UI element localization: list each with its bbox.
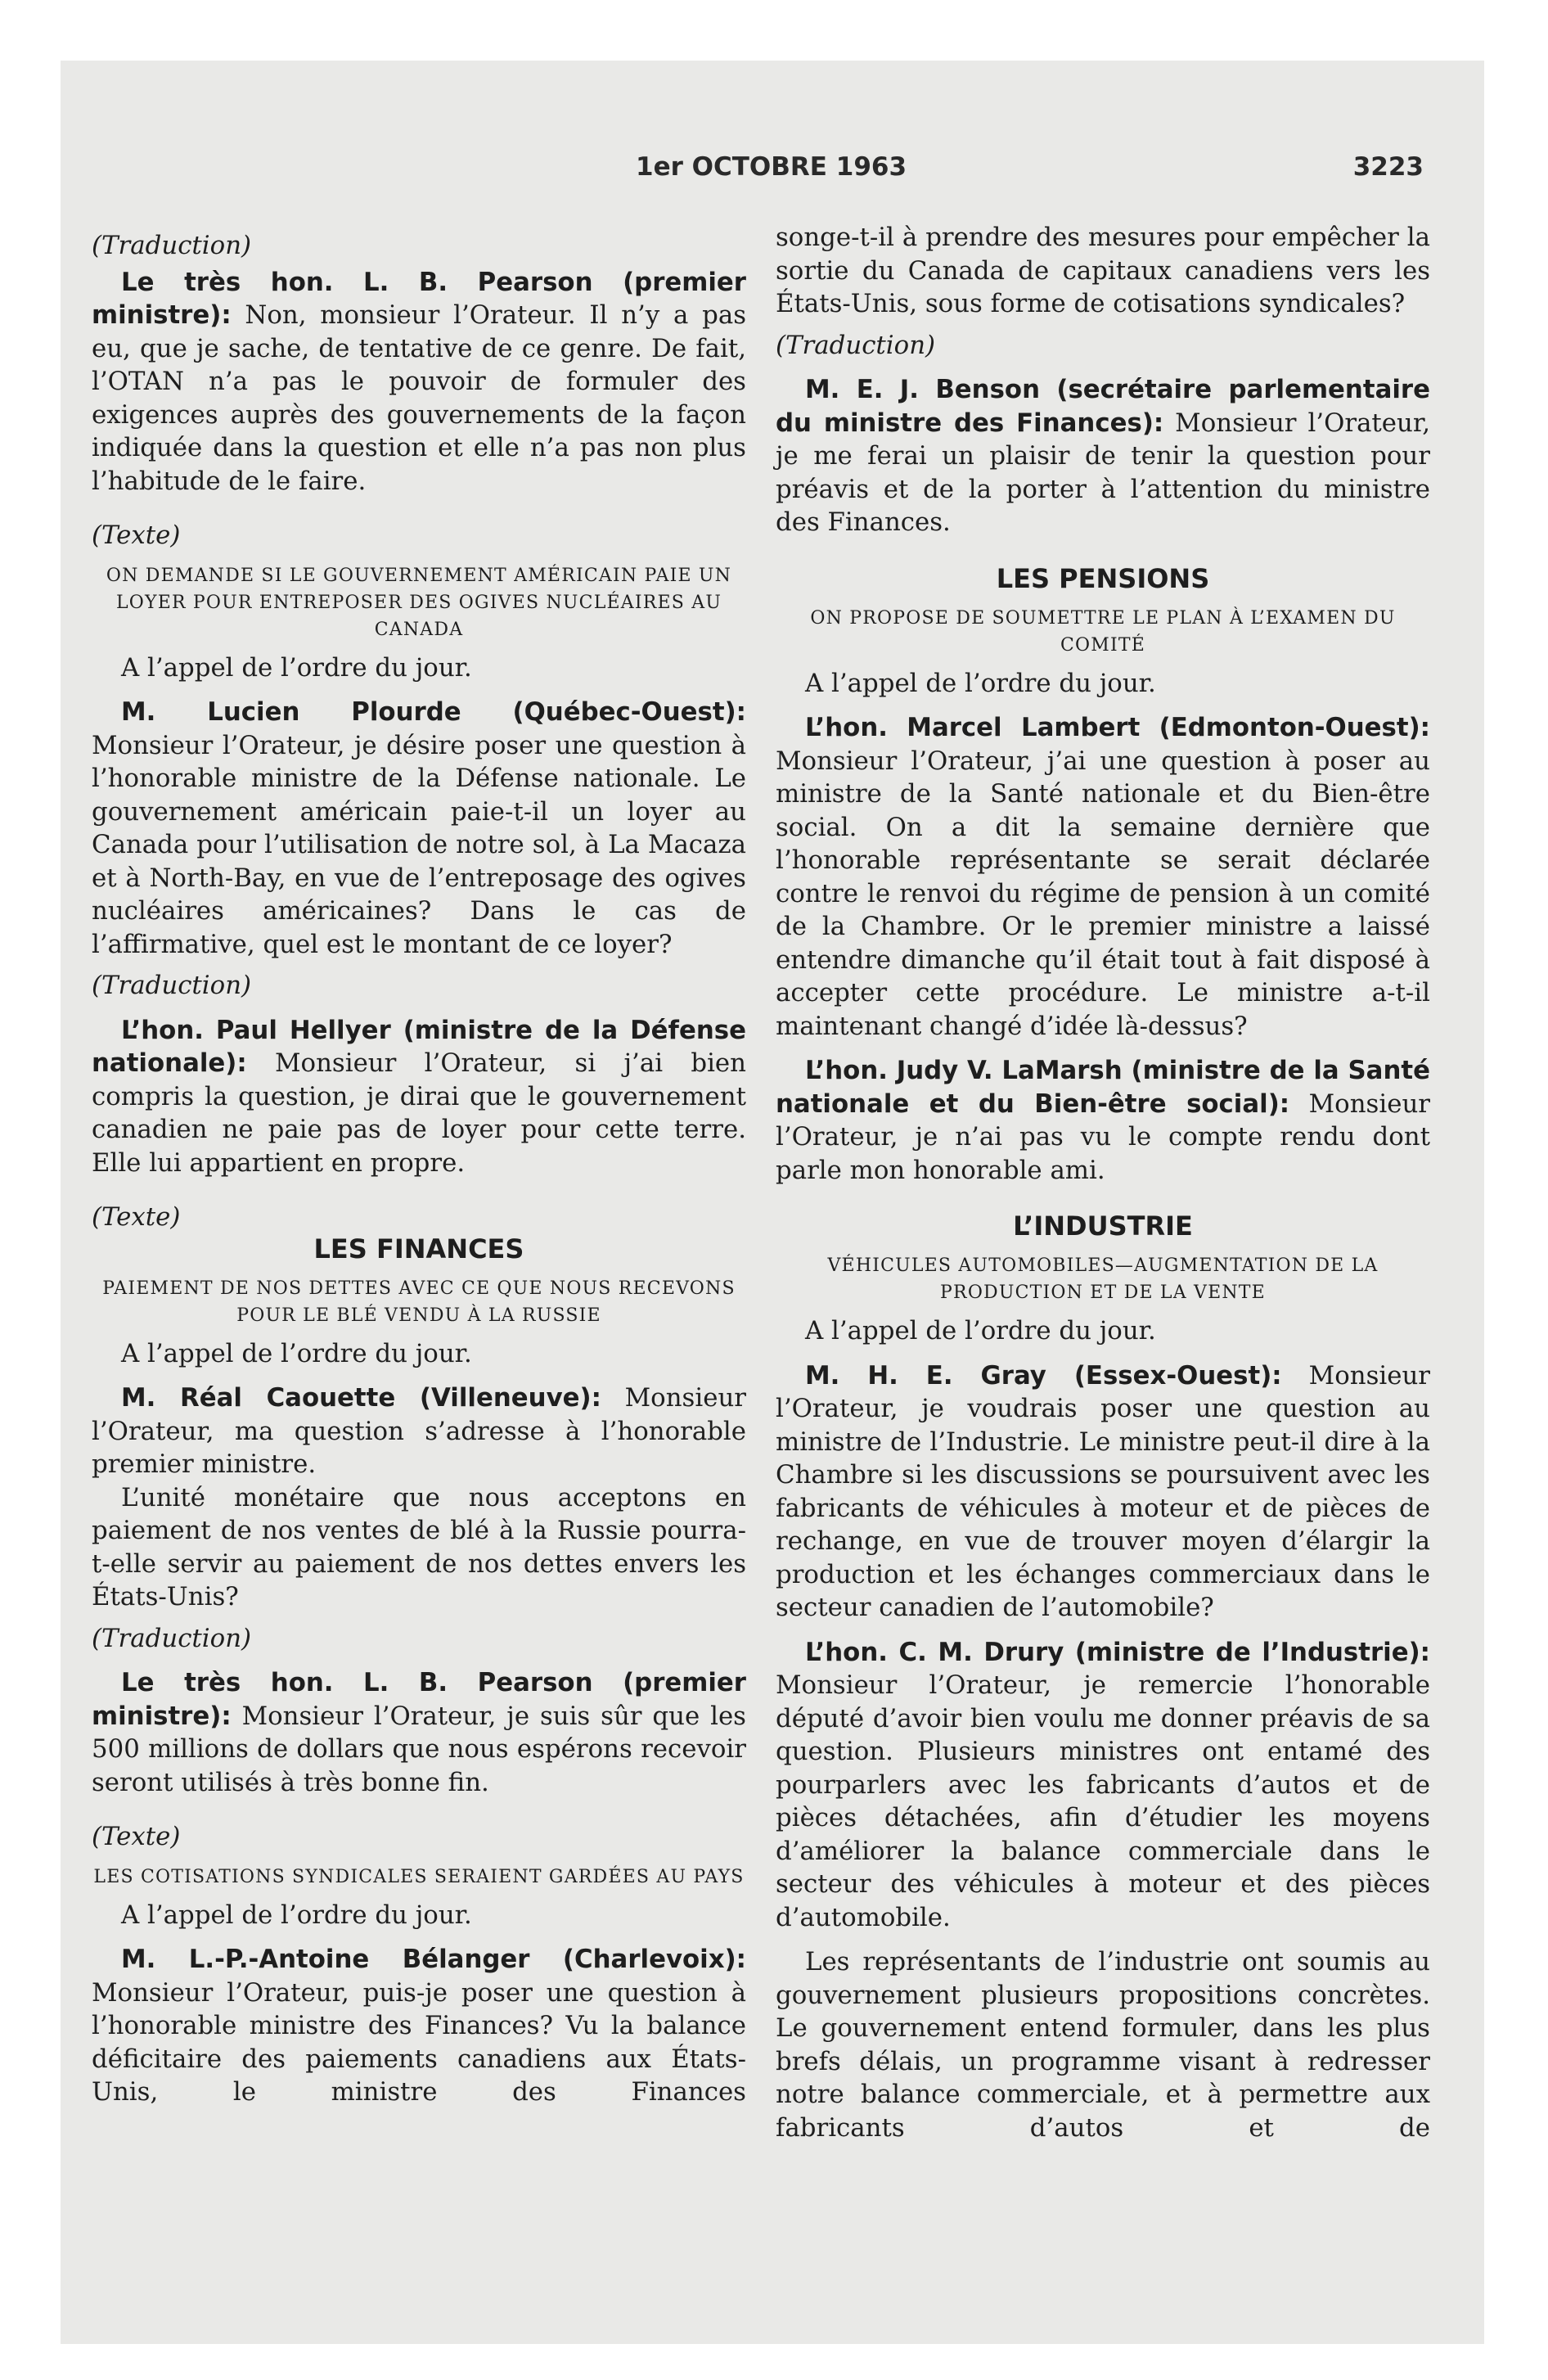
speech-text: Monsieur l’Orateur, je voudrais poser une question au ministre de l’Industrie. Le ministre peut-il dire à la Chambre si les discussions se poursuivent avec les fabricants de véhicules à moteur et de pièces de rechange, en vue de trouver moyen d’élargir la production et les échanges commerciaux dans le secteur canadien de l’automobile?	[776, 1360, 1431, 1622]
speech-paragraph	[92, 696, 746, 961]
section-heading: L’INDUSTRIE	[1013, 1210, 1193, 1242]
speech-paragraph	[92, 1666, 746, 1799]
speaker-name: M. E. J. Benson (secrétaire parlementaire du ministre des Finances):	[776, 375, 1430, 438]
speech-text: Monsieur l’Orateur, je me ferai un plaisir de tenir la question pour préavis et de la porter à l’attention du ministre des Finances.	[776, 408, 1430, 537]
speech-text: Monsieur l’Orateur, si j’ai bien compris la question, je dirai que le gouvernement canadien ne paie pas de loyer pour cette terre. Elle lui appartient en propre.	[92, 1048, 746, 1178]
speech-paragraph	[92, 266, 746, 498]
speaker-name: M. Réal Caouette (Villeneuve):	[121, 1383, 601, 1413]
section-heading: LES PENSIONS	[996, 562, 1210, 594]
page-number: 3223	[1352, 152, 1424, 182]
order-of-day: A l’appel de l’ordre du jour.	[121, 1900, 472, 1930]
speaker-name: Le très hon. L. B. Pearson (premier ministre):	[92, 267, 746, 330]
speech-text: Monsieur l’Orateur, je désire poser une question à l’honorable ministre de la Défense nationale. Le gouvernement américain paie-t-il un loyer au Canada pour l’utilisation de notre sol, à La Macaza et à North-Bay, en vue de l’entreposage des ogives nucléaires américaines? Dans le cas de l’affirmative, quel est le montant de ce loyer?	[92, 730, 746, 959]
speech-paragraph	[776, 1054, 1430, 1187]
speech-text: Non, monsieur l’Orateur. Il n’y a pas eu, que je sache, de tentative de ce genre. De fait, l’OTAN n’a pas le pouvoir de formuler des exigences auprès des gouvernements de la façon indiquée dans la question et elle n’a pas non plus l’habitude de le faire.	[92, 300, 746, 496]
speech-paragraph	[776, 1636, 1430, 1935]
speech-paragraph: L’unité monétaire que nous acceptons en paiement de nos ventes de blé à la Russie pourra-t-elle servir au paiement de nos dettes envers les États-Unis?	[92, 1482, 746, 1611]
speech-paragraph: Les représentants de l’industrie ont soumis au gouvernement plusieurs propositions concrètes. Le gouvernement entend formuler, dans les plus brefs délais, un programme visant à redresser notre balance commerciale, et à permettre aux fabricants d’autos et de	[776, 1947, 1430, 2143]
speaker-name: Le très hon. L. B. Pearson (premier ministre):	[92, 1668, 746, 1731]
left-column	[92, 221, 746, 2109]
speaker-name: L’hon. Paul Hellyer (ministre de la Défense nationale):	[92, 1015, 746, 1078]
order-of-day: A l’appel de l’ordre du jour.	[805, 1316, 1156, 1346]
speech-text: Monsieur l’Orateur, je n’ai pas vu le compte rendu dont parle mon honorable ami.	[776, 1089, 1430, 1185]
speaker-name: M. H. E. Gray (Essex-Ouest):	[805, 1360, 1282, 1391]
speaker-name: M. L.-P.-Antoine Bélanger (Charlevoix):	[121, 1945, 746, 1974]
subheading: ON DEMANDE SI LE GOUVERNEMENT AMÉRICAIN PAIE UN LOYER POUR ENTREPOSER DES OGIVES NUCLÉAIRES AU CANADA	[106, 565, 732, 640]
speaker-name: L’hon. C. M. Drury (ministre de l’Industrie):	[805, 1637, 1430, 1667]
speech-text: Monsieur l’Orateur, j’ai une question à poser au ministre de la Santé nationale et du Bien-être social. On a dit la semaine dernière que l’honorable représentante se serait déclarée contre le renvoi du régime de pension à un comité de la Chambre. Or le premier ministre a laissé entendre dimanche qu’il était tout à fait disposé à accepter cette procédure. Le ministre a-t-il maintenant changé d’idée là-dessus?	[776, 746, 1430, 1041]
language-label: (Traduction)	[776, 330, 936, 360]
speech-text: Monsieur l’Orateur, puis-je poser une question à l’honorable ministre des Finances? Vu la balance déficitaire des paiements canadiens aux États-Unis, le ministre des Finances	[92, 1977, 746, 2107]
speech-paragraph	[92, 1382, 746, 1481]
header-date: 1er OCTOBRE 1963	[636, 152, 907, 182]
language-label: (Texte)	[92, 1822, 181, 1851]
running-header	[92, 152, 1424, 193]
speech-paragraph	[776, 373, 1430, 539]
language-label: (Traduction)	[92, 231, 252, 260]
subheading: ON PROPOSE DE SOUMETTRE LE PLAN À L’EXAMEN DU COMITÉ	[810, 607, 1396, 656]
subheading: VÉHICULES AUTOMOBILES—AUGMENTATION DE LA PRODUCTION ET DE LA VENTE	[827, 1255, 1379, 1303]
speech-paragraph	[92, 1014, 746, 1180]
order-of-day: A l’appel de l’ordre du jour.	[121, 1338, 472, 1368]
section-heading: LES FINANCES	[313, 1233, 524, 1264]
right-column	[776, 221, 1430, 2144]
speaker-name: L’hon. Judy V. LaMarsh (ministre de la Santé nationale et du Bien-être social):	[776, 1056, 1430, 1119]
speech-paragraph	[776, 1359, 1430, 1625]
language-label: (Texte)	[92, 1202, 181, 1232]
speaker-name: L’hon. Marcel Lambert (Edmonton-Ouest):	[805, 713, 1430, 742]
language-label: (Texte)	[92, 521, 181, 550]
speaker-name: M. Lucien Plourde (Québec-Ouest):	[121, 697, 746, 727]
subheading: PAIEMENT DE NOS DETTES AVEC CE QUE NOUS RECEVONS POUR LE BLÉ VENDU À LA RUSSIE	[102, 1278, 736, 1326]
speech-text: Monsieur l’Orateur, je suis sûr que les 500 millions de dollars que nous espérons recevoir seront utilisés à très bonne fin.	[92, 1701, 746, 1797]
order-of-day: A l’appel de l’ordre du jour.	[805, 668, 1156, 698]
language-label: (Traduction)	[92, 1623, 252, 1653]
subheading: LES COTISATIONS SYNDICALES SERAIENT GARDÉES AU PAYS	[93, 1866, 745, 1887]
speech-paragraph	[92, 1943, 746, 2109]
speech-paragraph: songe-t-il à prendre des mesures pour empêcher la sortie du Canada de capitaux canadiens vers les États-Unis, sous forme de cotisations syndicales?	[776, 223, 1430, 318]
speech-paragraph	[776, 711, 1430, 1043]
language-label: (Traduction)	[92, 971, 252, 1000]
speech-text: Monsieur l’Orateur, ma question s’adresse à l’honorable premier ministre.	[92, 1383, 746, 1479]
order-of-day: A l’appel de l’ordre du jour.	[121, 652, 472, 683]
speech-text: Monsieur l’Orateur, je remercie l’honorable député d’avoir bien voulu me donner préavis de sa question. Plusieurs ministres ont entamé des pourparlers avec les fabricants d’autos et de pièces détachées, afin d’étudier les moyens d’améliorer la balance commerciale dans le secteur des véhicules à moteur et des pièces d’automobile.	[776, 1670, 1430, 1932]
